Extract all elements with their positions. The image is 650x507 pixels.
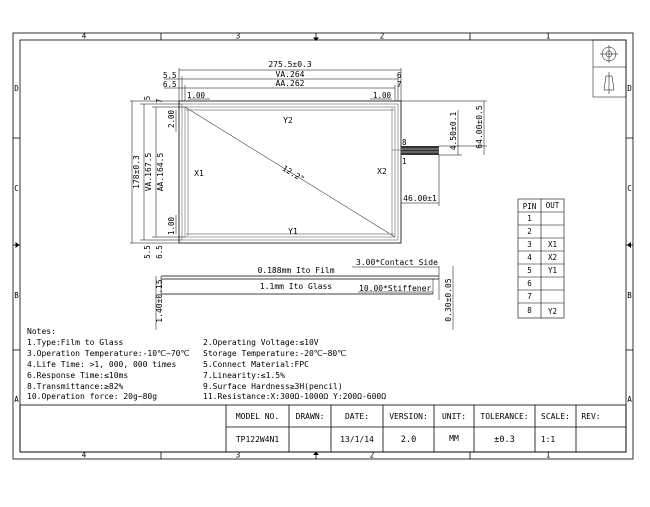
- tb-version-value: 2.0: [400, 435, 417, 445]
- zone-bottom-1: 1: [545, 450, 551, 460]
- tb-header-scale: SCALE:: [541, 412, 570, 421]
- dim-aa-width: AA.262: [275, 79, 305, 88]
- center-mark-left: [16, 242, 20, 248]
- zone-bottom-3: 3: [235, 450, 241, 460]
- label-y2: Y2: [283, 116, 293, 125]
- zone-right-a: A: [627, 395, 632, 404]
- pin-row-8-pin: 8: [527, 306, 532, 315]
- label-y1: Y1: [288, 227, 298, 236]
- dim-right-7: 7: [397, 80, 402, 89]
- zone-top-3: 3: [235, 31, 241, 41]
- dim-tail-46-00: 46.00±1: [403, 194, 437, 203]
- label-x1: X1: [194, 169, 204, 178]
- pin-row-5-pin: 5: [527, 266, 532, 275]
- tb-header-model: MODEL NO.: [235, 412, 280, 421]
- fpc-tail: [401, 138, 439, 166]
- note-10: 10.Operation force: 20g~80g: [27, 392, 158, 401]
- diagonal-size: 12.2": [280, 163, 306, 184]
- zone-top-4: 4: [81, 31, 87, 41]
- note-2: 2.Operating Voltage:≤10V: [203, 338, 319, 347]
- dim-left-6-5: 6.5: [163, 80, 177, 89]
- pin-row-4-pin: 4: [527, 253, 532, 262]
- tb-header-unit: UNIT:: [441, 412, 467, 421]
- dim-overall-width: 275.5±0.3: [268, 60, 312, 69]
- notes: [27, 327, 386, 401]
- tb-header-tolerance: TOLERANCE:: [480, 412, 529, 421]
- dim-tail-4-50: 4.50±0.1: [449, 111, 458, 151]
- tb-tolerance-value: ±0.3: [494, 435, 515, 445]
- dim-right-6: 6: [397, 71, 402, 80]
- tb-header-date: DATE:: [344, 412, 370, 421]
- out-header: OUT: [545, 201, 560, 210]
- note-9: 9.Surface Hardness≥3H(pencil): [203, 382, 343, 391]
- dim-top-2-00: 2.00: [167, 109, 176, 129]
- section-contact-side: 3.00*Contact Side: [356, 258, 438, 267]
- zone-right-c: C: [627, 184, 632, 193]
- section-ito-glass: 1.1mm Ito Glass: [259, 282, 333, 291]
- dim-left-5-5: 5.5: [163, 71, 177, 80]
- pin-table: [518, 199, 564, 318]
- note-4: 4.Life Time: >1, 000, 000 times: [27, 360, 177, 369]
- cross-section: [156, 266, 453, 330]
- projection-symbol-icon: [593, 40, 626, 97]
- dim-bottom-6-5: 6.5: [155, 245, 164, 259]
- tb-date-value: 13/1/14: [340, 435, 374, 444]
- center-mark-right: [627, 242, 631, 248]
- tb-header-rev: REV:: [581, 412, 601, 421]
- pin-row-3-out: X1: [547, 240, 558, 249]
- dim-overall-height: 178±0.3: [132, 155, 141, 189]
- tb-unit-value: MM: [449, 434, 459, 443]
- dim-bottom-5-5: 5.5: [143, 245, 152, 259]
- pin-row-8-out: Y2: [547, 307, 558, 316]
- note-storage: Storage Temperature:-20℃~80℃: [203, 349, 347, 358]
- zone-right-b: B: [627, 291, 632, 300]
- tb-model-value: TP122W4N1: [235, 435, 280, 444]
- zone-bottom-2: 2: [369, 450, 375, 460]
- dim-aa-height: AA.164.5: [156, 152, 165, 192]
- pin-1-label: 1: [402, 157, 407, 166]
- section-left-thickness: 1.40±0.15: [155, 279, 164, 323]
- note-7: 7.Linearity:≤1.5%: [203, 371, 285, 380]
- zone-top-1: 1: [545, 31, 551, 41]
- tb-header-drawn: DRAWN:: [295, 412, 325, 421]
- note-8: 8.Transmittance:≥82%: [27, 382, 124, 391]
- zone-top-2: 2: [379, 31, 385, 41]
- pin-row-7-pin: 7: [527, 292, 532, 301]
- note-1: 1.Type:Film to Glass: [27, 338, 124, 347]
- dim-tail-64-00: 64.00±0.5: [475, 105, 484, 149]
- zone-left-d: D: [14, 84, 19, 93]
- dim-left-1-00: 1.00: [187, 91, 206, 100]
- dim-left-7: 7: [155, 98, 164, 104]
- tb-scale-value: 1:1: [540, 435, 556, 444]
- notes-title: Notes:: [27, 327, 56, 336]
- zone-left-c: C: [14, 184, 19, 193]
- zone-left-a: A: [14, 395, 19, 404]
- section-stiffener: 10.00*Stiffener: [359, 284, 432, 293]
- dim-right-1-00: 1.00: [373, 91, 392, 100]
- dim-bottom-1-00: 1.00: [167, 216, 176, 236]
- pin-row-3-pin: 3: [527, 240, 532, 249]
- pin-row-1-pin: 1: [527, 214, 532, 223]
- section-ito-film: 0.188mm Ito Film: [257, 266, 335, 275]
- center-mark-top: [313, 38, 319, 42]
- zone-bottom-4: 4: [81, 450, 87, 460]
- dim-va-height: VA.167.5: [144, 152, 153, 192]
- note-11: 11.Resistance:X:300Ω-1000Ω Y:200Ω-600Ω: [203, 392, 387, 401]
- note-5: 5.Connect Material:FPC: [203, 360, 309, 369]
- dim-va-width: VA.264: [275, 70, 305, 79]
- pin-row-6-pin: 6: [527, 279, 532, 288]
- pin-row-4-out: X2: [547, 253, 558, 262]
- title-block: [20, 405, 626, 452]
- zone-left-b: B: [14, 291, 19, 300]
- note-3: 3.Operation Temperature:-10℃~70℃: [27, 349, 190, 358]
- tb-header-version: VERSION:: [389, 412, 428, 421]
- pin-row-5-out: Y1: [547, 266, 558, 275]
- pin-8-label: 8: [402, 138, 407, 147]
- pin-row-2-pin: 2: [527, 227, 532, 236]
- pin-header: PIN: [522, 202, 537, 211]
- section-right-thickness: 0.30±0.05: [444, 278, 453, 322]
- label-x2: X2: [377, 167, 387, 176]
- zone-right-d: D: [627, 84, 632, 93]
- note-6: 6.Response Time:≤10ms: [27, 371, 129, 380]
- dim-left-5: 5: [143, 95, 152, 101]
